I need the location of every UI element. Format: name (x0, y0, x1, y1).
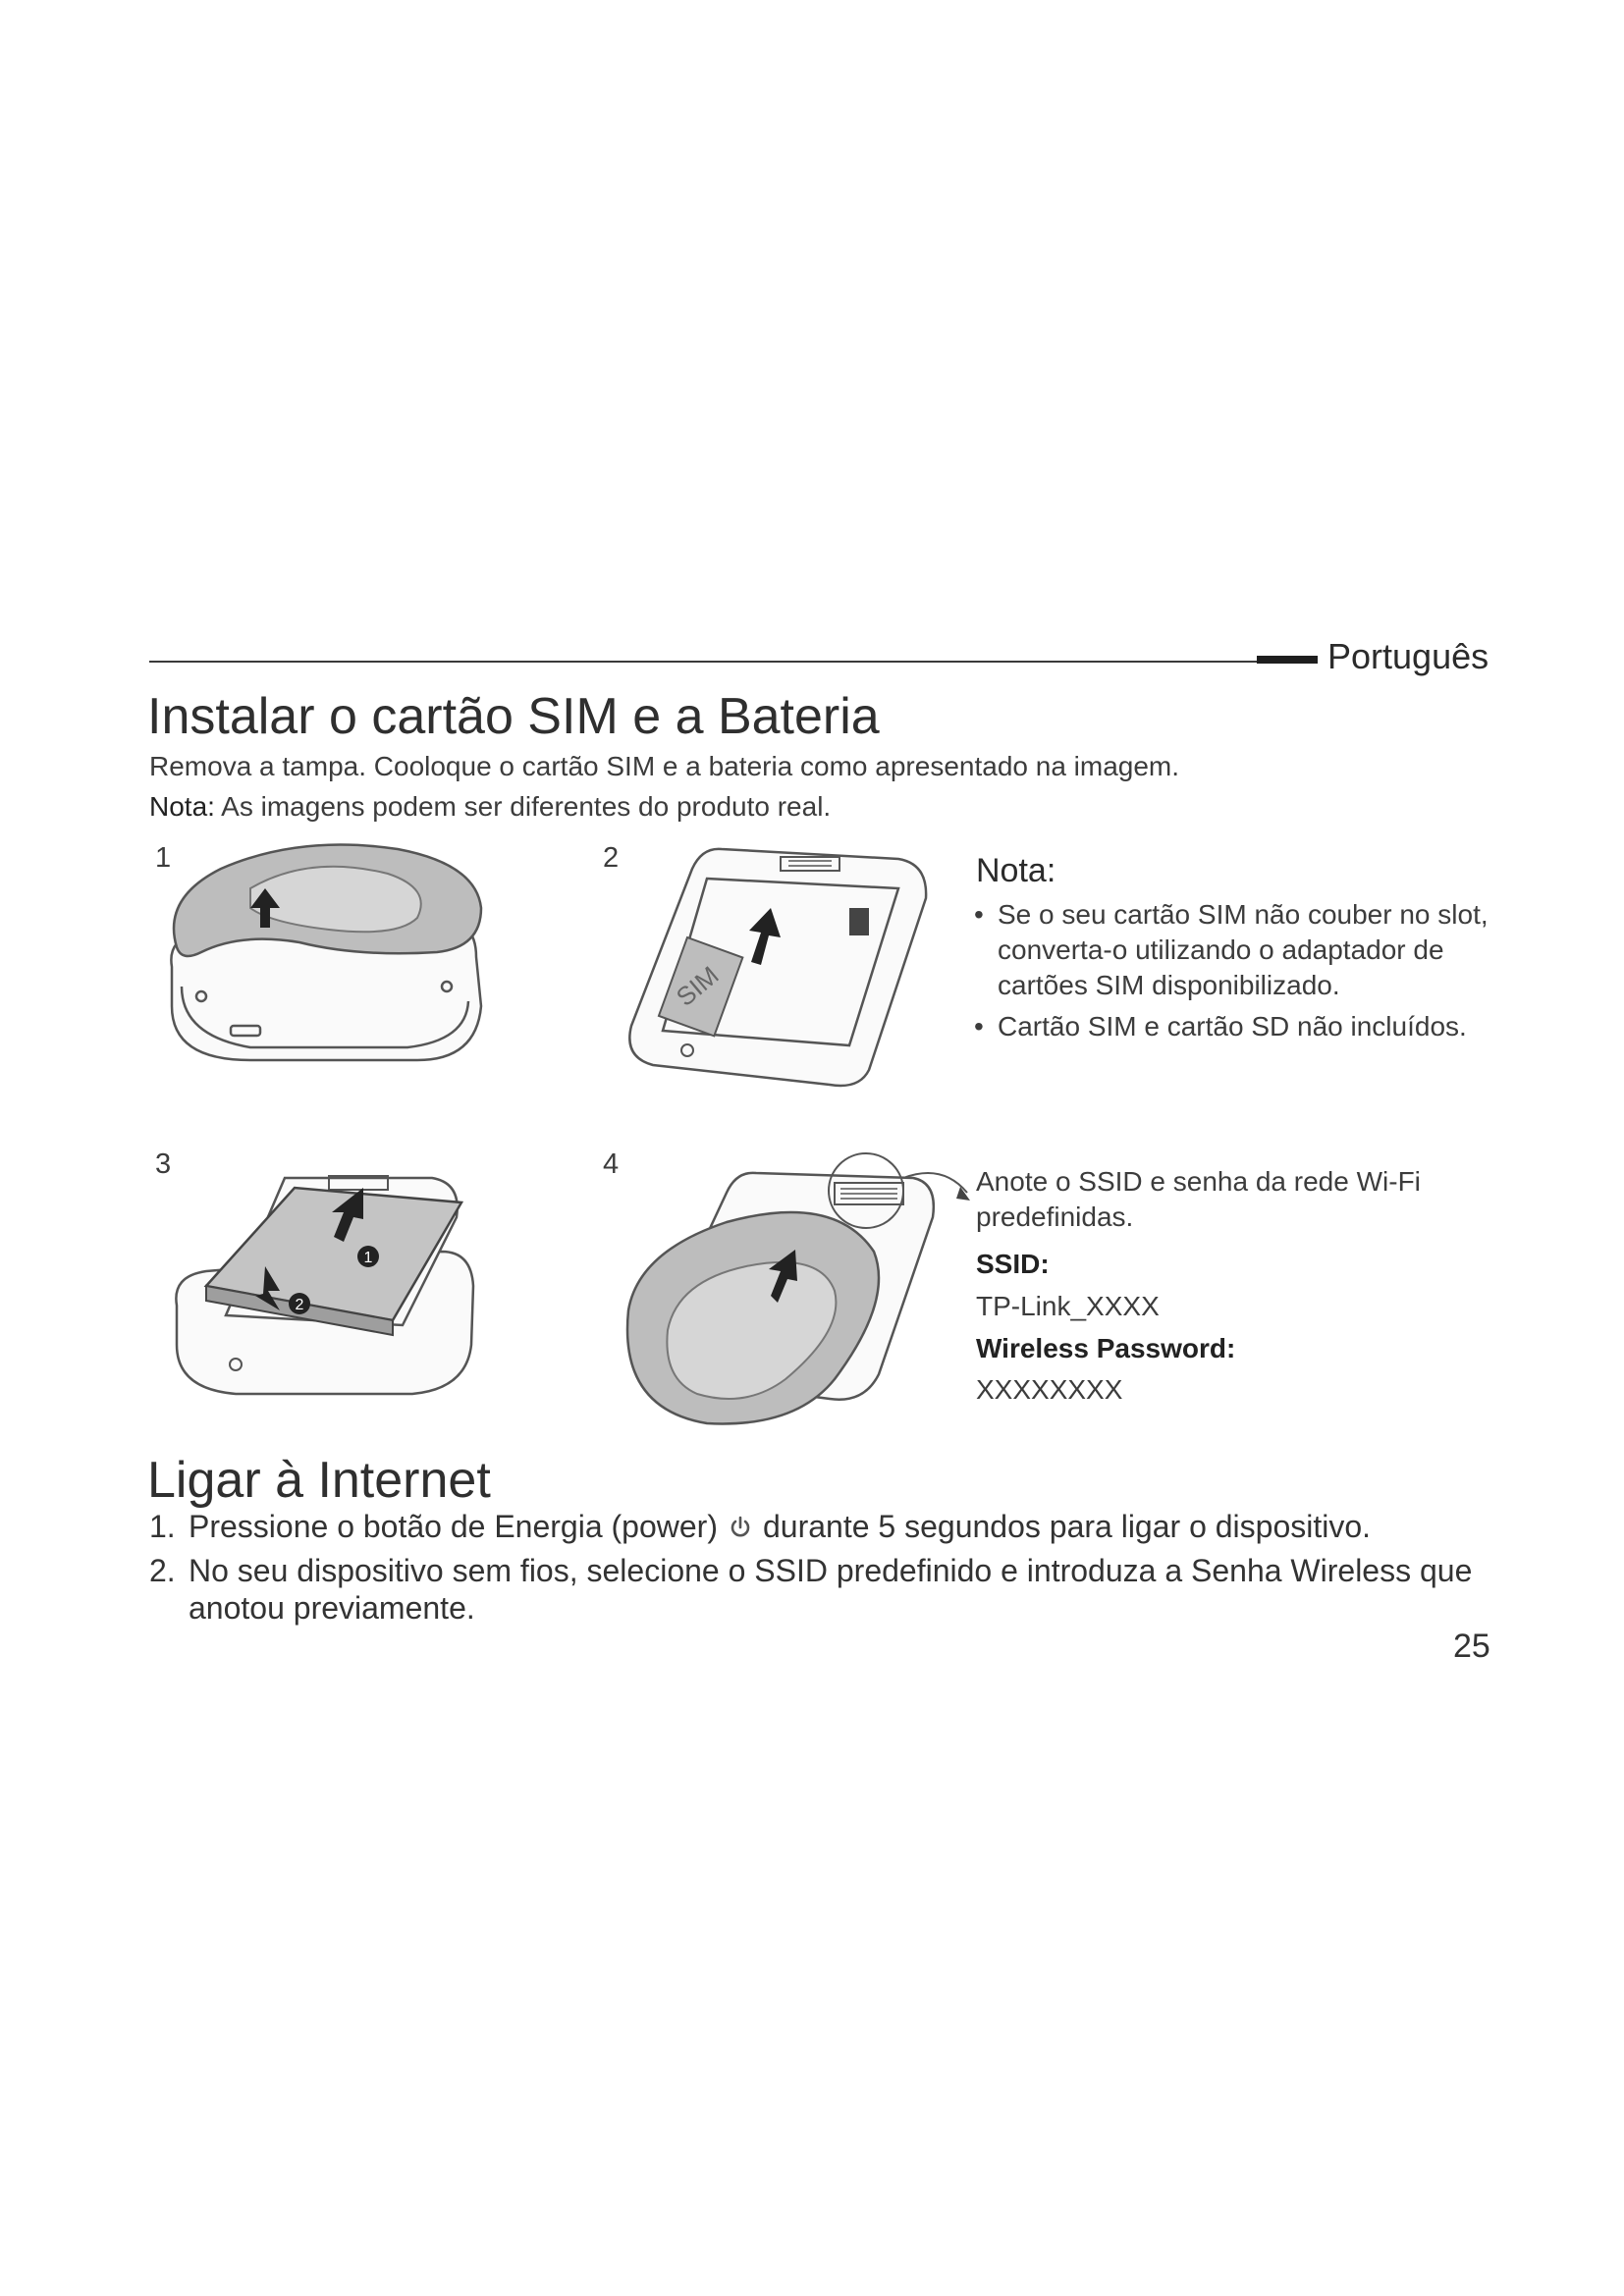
side-note-title: Nota: (976, 852, 1056, 889)
figure-number-3: 3 (155, 1148, 172, 1180)
section-title-install: Instalar o cartão SIM e a Bateria (147, 688, 880, 745)
section-title-internet: Ligar à Internet (147, 1452, 491, 1509)
section-intro: Remova a tampa. Cooloque o cartão SIM e a bateria como apresentado na imagem. (149, 751, 1180, 781)
language-label: Português (1327, 636, 1489, 676)
image-note-text: As imagens podem ser diferentes do produto real. (214, 791, 832, 822)
internet-steps (149, 1508, 1504, 1630)
image-note (149, 791, 831, 823)
side-note-item: • Cartão SIM e cartão SD não incluídos. (974, 1009, 1504, 1044)
side-note-list (974, 897, 1504, 1044)
figure-replace-cover (609, 1144, 972, 1438)
ssid-value: TP-Link_XXXX (976, 1291, 1160, 1321)
power-icon (728, 1511, 753, 1548)
header-tab-marker (1257, 656, 1318, 664)
image-note-label: Nota: (149, 791, 215, 822)
step-item (149, 1552, 1504, 1627)
step-text-before: Pressione o botão de Energia (power) (189, 1509, 718, 1544)
figure-number-4: 4 (603, 1148, 620, 1180)
sim-card-label: SIM (670, 960, 725, 1012)
page-number: 25 (1453, 1628, 1490, 1665)
password-value: XXXXXXXX (976, 1374, 1123, 1405)
figure-number-2: 2 (603, 842, 620, 874)
battery-step-badge-1: 1 (363, 1250, 373, 1266)
header-rule (149, 661, 1257, 663)
step-text: No seu dispositivo sem fios, selecione o SSID predefinido e introduza a Senha Wireless que anotou previamente. (189, 1552, 1473, 1626)
figure-remove-cover (162, 839, 496, 1075)
step-number: 1. (149, 1509, 176, 1544)
battery-step-badge-2: 2 (295, 1297, 304, 1313)
step-number: 2. (149, 1552, 176, 1588)
step-text-after: durante 5 segundos para ligar o dispositivo. (762, 1509, 1372, 1544)
figure-insert-battery (167, 1158, 481, 1404)
figure-insert-sim (614, 839, 938, 1095)
figure-number-1: 1 (155, 842, 172, 874)
password-label: Wireless Password: (976, 1333, 1236, 1363)
ssid-label: SSID: (976, 1249, 1050, 1279)
step-item (149, 1508, 1504, 1548)
side-note-item: • Se o seu cartão SIM não couber no slot, converta-o utilizando o adaptador de cartões SIM disponibilizado. (974, 897, 1504, 1003)
ssid-note-intro: Anote o SSID e senha da rede Wi-Fi predefinidas. (976, 1166, 1421, 1232)
